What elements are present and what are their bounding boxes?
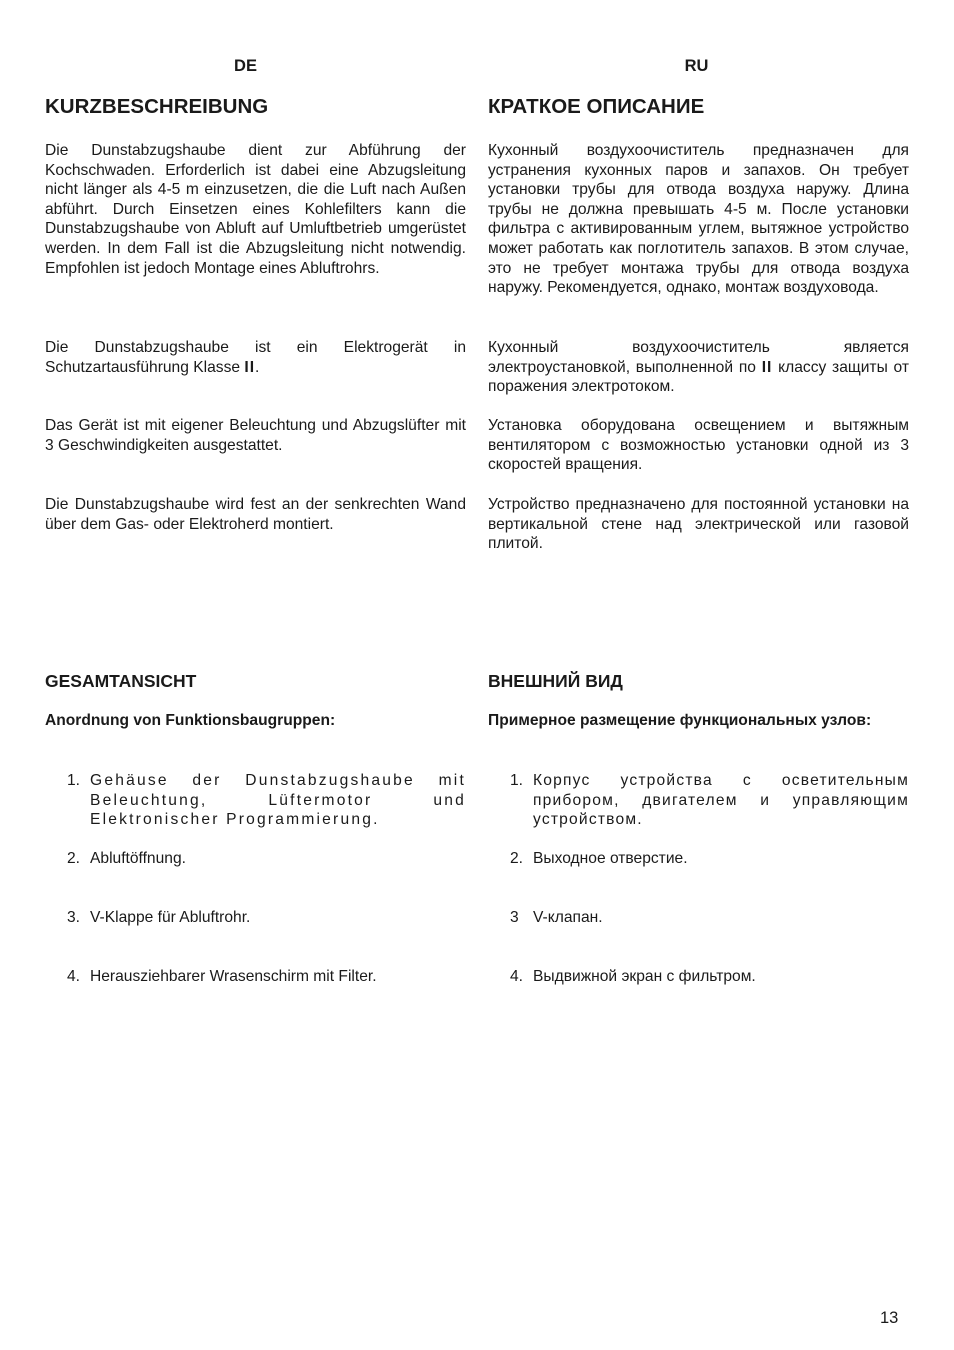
section-subtitle-ru: Примерное размещение функциональных узлов: <box>488 712 872 729</box>
list-text: Корпус устройства с осветительным прибором, двигателем и управляющим устройством. <box>533 772 909 829</box>
list-number: 1. <box>510 772 524 789</box>
paragraph-1-de: Die Dunstabzugshaube dient zur Abführung der Kochschwaden. Erforderlich ist dabei eine Abzugsleitung nicht länger als 4-5 m einzusetzen, die die Luft nach Außen abführt. Durch Einsetzen eines Kohlefilters kann die Dunstabzugshaube von Abluft auf Umluftbetrieb umgerüstet werden. In dem Fall ist die Abzugsleitung nicht notwendig. Empfohlen ist jedoch Montage eines Abluftrohrs. <box>45 142 466 277</box>
list-text: Herausziehbarer Wrasenschirm mit Filter. <box>90 968 377 985</box>
paragraph-2-ru <box>488 338 909 397</box>
language-label-de: DE <box>234 57 257 75</box>
list-number: 1. <box>67 772 81 789</box>
list-text: Выдвижной экран с фильтром. <box>533 968 756 985</box>
paragraph-4-ru: Устройство предназначено для постоянной установки на вертикальной стене над электрической или газовой плитой. <box>488 496 909 553</box>
list-item-de-3 <box>67 908 466 928</box>
list-text: V-клапан. <box>533 909 603 926</box>
list-item-de-4 <box>67 967 466 987</box>
paragraph-1-ru: Кухонный воздухоочиститель предназначен для устранения кухонных паров и запахов. Он требует установки трубы для отвода воздуха наружу. Длина трубы не должна превышать 4-5 м. После установки фильтра с активированным углем, вытяжное устройство может работать как поглотитель запахов. В этом случае, это не требует монтажа трубы для отвода воздуха наружу. Рекомендуется, однако, монтаж воздуховода. <box>488 142 909 297</box>
paragraph-4-de: Die Dunstabzugshaube wird fest an der senkrechten Wand über dem Gas- oder Elektroherd montiert. <box>45 496 466 533</box>
list-item-ru-4 <box>510 967 909 987</box>
list-number: 4. <box>67 968 81 985</box>
language-label-ru: RU <box>684 57 709 75</box>
list-item-ru-2 <box>510 849 909 869</box>
list-text-content: Gehäuse der Dunstabzugshaube mit Beleuchtung, Lüftermotor und Elektronischer Programmierung. <box>90 772 466 829</box>
list-text: V-Klappe für Abluftrohr. <box>90 909 251 926</box>
list-number: 3 <box>510 909 519 926</box>
paragraph-3-ru: Установка оборудована освещением и вытяжным вентилятором с возможностью установки одной из 3 скоростей вращения. <box>488 417 909 474</box>
list-text: Abluftöffnung. <box>90 850 186 867</box>
list-number: 3. <box>67 909 81 926</box>
list-number: 2. <box>67 850 81 867</box>
title-ru: КРАТКОЕ ОПИСАНИЕ <box>488 95 705 118</box>
paragraph-2-de <box>45 338 466 377</box>
list-item-de-1 <box>67 771 466 830</box>
section-title-de: GESAMTANSICHT <box>45 671 197 691</box>
page-number: 13 <box>880 1309 899 1327</box>
list-text: Выходное отверстие. <box>533 850 688 867</box>
paragraph-2-ru-text: Кухонный воздухоочиститель является электроустановкой, выполненной по <box>488 339 909 376</box>
section-subtitle-de: Anordnung von Funktionsbaugruppen: <box>45 712 336 729</box>
list-item-ru-1 <box>510 771 909 830</box>
list-number: 4. <box>510 968 524 985</box>
section-title-ru: ВНЕШНИЙ ВИД <box>488 671 623 691</box>
title-de: KURZBESCHREIBUNG <box>45 95 269 118</box>
list-text <box>90 771 466 830</box>
protection-class-ru: II <box>761 358 773 376</box>
protection-class-de: II <box>244 358 256 376</box>
list-item-ru-3 <box>510 908 909 928</box>
paragraph-3-de: Das Gerät ist mit eigener Beleuchtung und Abzugslüfter mit 3 Geschwindigkeiten ausgestattet. <box>45 417 466 454</box>
paragraph-2-ru-end: классу защиты от поражения электротоком. <box>488 358 910 396</box>
paragraph-2-de-text: Die Dunstabzugshaube ist ein Elektrogerät in Schutzartausführung Klasse <box>45 339 466 376</box>
list-item-de-2 <box>67 849 466 869</box>
paragraph-2-de-end: . <box>255 358 260 376</box>
list-number: 2. <box>510 850 524 867</box>
